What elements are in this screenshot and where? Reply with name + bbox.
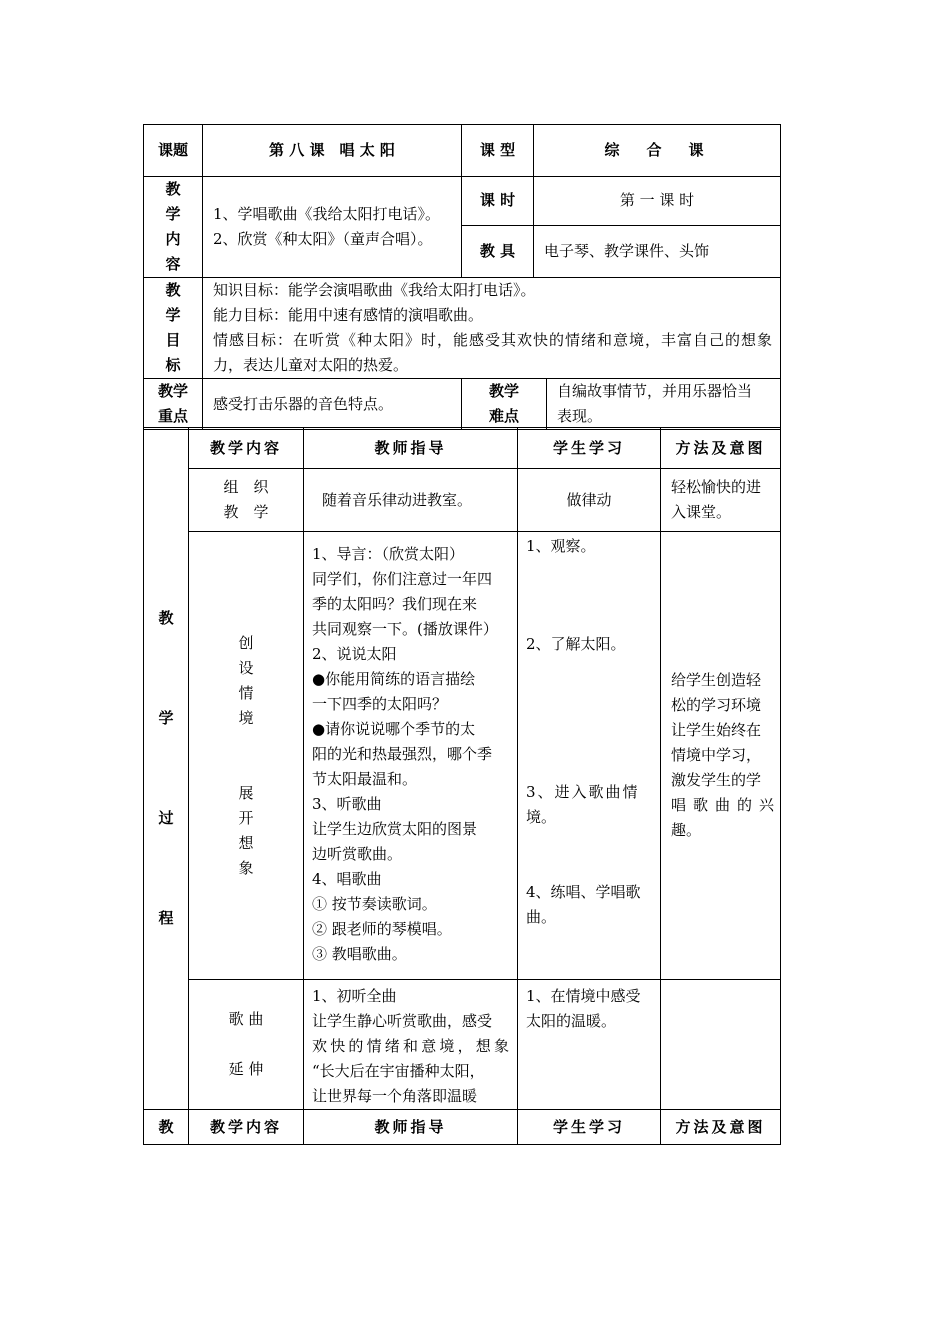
topic-label: 课题 <box>144 125 203 177</box>
key-value: 感受打击乐器的音色特点。 <box>203 379 462 430</box>
row1-content: 组 织 教 学 <box>189 469 304 532</box>
repeat-col-content: 教学内容 <box>189 1110 304 1145</box>
col-header-content: 教学内容 <box>189 428 304 469</box>
goals-value: 知识目标：能学会演唱歌曲《我给太阳打电话》。 能力目标：能用中速有感情的演唱歌曲。 情感目标：在听赏《种太阳》时，能感受其欢快的情绪和意境，丰富自己的想象 力，表达儿童对太阳的热爱。 <box>203 278 781 379</box>
type-value: 综 合 课 <box>534 125 781 177</box>
row3-student: 1、在情境中感受 太阳的温暖。 <box>518 980 661 1110</box>
col-header-method: 方法及意图 <box>661 428 781 469</box>
repeat-side-label: 教 <box>144 1110 189 1145</box>
period-value: 第 一 课 时 <box>534 177 781 226</box>
difficulty-value: 自编故事情节，并用乐器恰当 表现。 <box>547 379 781 430</box>
teaching-process-table <box>143 427 781 1145</box>
tools-value: 电子琴、教学课件、头饰 <box>534 225 781 277</box>
row2-content: 创 设 情 境 展 开 想 象 <box>189 532 304 980</box>
type-label: 课 型 <box>462 125 534 177</box>
row3-teacher: 1、初听全曲 让学生静心听赏歌曲，感受 欢快的情绪和意境，想象 “长大后在宇宙播种太阳， 让世界每一个角落即温暖 <box>304 980 518 1110</box>
row2-student: 1、观察。 2、了解太阳。 3、进入歌曲情 境。 4、练唱、学唱歌 曲。 <box>518 532 661 980</box>
goals-label: 教 学 目 标 <box>144 278 203 379</box>
row1-method: 轻松愉快的进 入课堂。 <box>661 469 781 532</box>
row3-method <box>661 980 781 1110</box>
repeat-col-teacher: 教师指导 <box>304 1110 518 1145</box>
topic-value: 第 八 课 唱 太 阳 <box>203 125 462 177</box>
repeat-col-student: 学生学习 <box>518 1110 661 1145</box>
col-header-teacher: 教师指导 <box>304 428 518 469</box>
lesson-info-table <box>143 124 781 430</box>
repeat-col-method: 方法及意图 <box>661 1110 781 1145</box>
tools-label: 教 具 <box>462 225 534 277</box>
key-label: 教学 重点 <box>144 379 203 430</box>
row1-teacher: 随着音乐律动进教室。 <box>304 469 518 532</box>
content-value: 1、学唱歌曲《我给太阳打电话》。 2、欣赏《种太阳》（童声合唱）。 <box>203 177 462 278</box>
period-label: 课 时 <box>462 177 534 226</box>
difficulty-label: 教学 难点 <box>462 379 547 430</box>
row1-student: 做律动 <box>518 469 661 532</box>
row3-content: 歌 曲 延 伸 <box>189 980 304 1110</box>
content-label: 教 学 内 容 <box>144 177 203 278</box>
col-header-student: 学生学习 <box>518 428 661 469</box>
row2-method: 给学生创造轻 松的学习环境 让学生始终在 情境中学习， 激发学生的学 唱歌曲的兴 趣。 <box>661 532 781 980</box>
process-side-label: 教 学 过 程 <box>144 428 189 1110</box>
row2-teacher: 1、导言：（欣赏太阳） 同学们，你们注意过一年四 季的太阳吗？我们现在来 共同观察一下。(播放课件） 2、说说太阳 ●你能用简练的语言描绘 一下四季的太阳吗？ ●请你说说哪个季节的太 阳的光和热最强烈，哪个季 节太阳最温和。 3、听歌曲 让学生边欣赏太阳的图景 边听赏歌曲。 4、唱歌曲 ① 按节奏读歌词。 ② 跟老师的琴模唱。 ③ 教唱歌曲。 <box>304 532 518 980</box>
